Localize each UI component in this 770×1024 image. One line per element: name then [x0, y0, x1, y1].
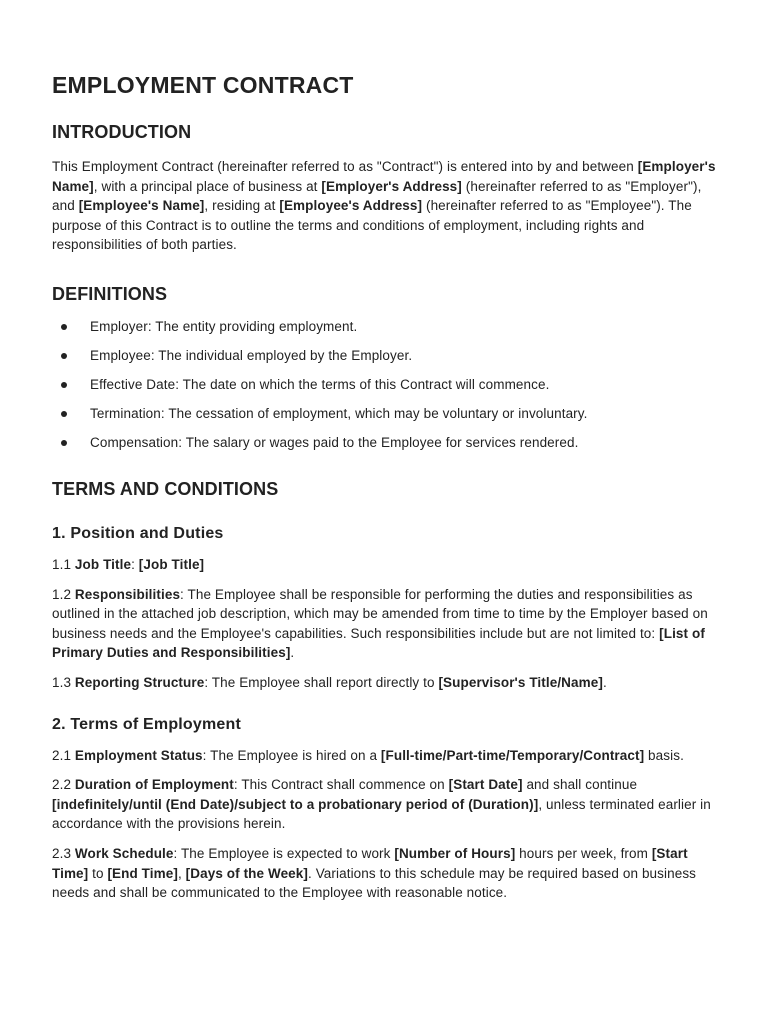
- employee-name-placeholder: [Employee's Name]: [78, 198, 205, 214]
- clause-2-3: 2.3 Work Schedule: The Employee is expected to work [Number of Hours] hours per week, from [Start Time] to [End Time], [Days of the Week]. Variations to this schedule may be required based on business needs and shall be communicated to the Employee with reasonable notice.: [52, 845, 697, 901]
- employer-name-placeholder: [Employer's Name]: [52, 159, 716, 194]
- job-title-placeholder: [Job Title]: [138, 556, 205, 572]
- definitions-heading: DEFINITIONS: [52, 283, 168, 304]
- document-title: EMPLOYMENT CONTRACT: [52, 72, 354, 98]
- introduction-paragraph: This Employment Contract (hereinafter referred to as "Contract") is entered into by and between [Employer's Name], with a principal place of business at [Employer's Address] (hereinafter referred to as "Employer"), and [Employee's Name], residing at [Employee's Address] (hereinafter referred to as "Employee"). The purpose of this Contract is to outline the terms and conditions of employment, including rights and responsibilities of both parties.: [52, 159, 716, 253]
- end-time-placeholder: [End Time]: [107, 865, 178, 881]
- clause-2-1: 2.1 Employment Status: The Employee is hired on a [Full-time/Part-time/Temporary/Contract] basis.: [52, 747, 684, 763]
- bullet-icon: [61, 382, 67, 388]
- duration-placeholder: [indefinitely/until (End Date)/subject to a probationary period of (Duration)]: [52, 796, 539, 812]
- bullet-icon: [61, 324, 67, 330]
- clause-1-1: 1.1 Job Title: [Job Title]: [52, 556, 205, 572]
- supervisor-placeholder: [Supervisor's Title/Name]: [438, 674, 603, 690]
- hours-placeholder: [Number of Hours]: [394, 845, 516, 861]
- list-item: Employer: The entity providing employment.: [52, 317, 722, 346]
- position-duties-heading: 1. Position and Duties: [52, 524, 224, 542]
- days-of-week-placeholder: [Days of the Week]: [185, 865, 308, 881]
- list-item: Effective Date: The date on which the terms of this Contract will commence.: [52, 375, 722, 404]
- terms-heading: TERMS AND CONDITIONS: [52, 478, 279, 499]
- duties-placeholder: [List of Primary Duties and Responsibilities]: [52, 625, 705, 661]
- employer-address-placeholder: [Employer's Address]: [321, 178, 462, 194]
- bullet-icon: [61, 440, 67, 446]
- contract-page: [52, 70, 722, 903]
- introduction-heading: INTRODUCTION: [52, 122, 192, 142]
- clause-2-2: 2.2 Duration of Employment: This Contract shall commence on [Start Date] and shall continue [indefinitely/until (End Date)/subject to a probationary period of (Duration)], unless terminated earlier in accordance with the provisions herein.: [52, 777, 711, 832]
- clause-1-3: 1.3 Reporting Structure: The Employee shall report directly to [Supervisor's Title/Name].: [52, 674, 607, 690]
- list-item: Employee: The individual employed by the Employer.: [52, 346, 722, 375]
- clause-1-2: 1.2 Responsibilities: The Employee shall be responsible for performing the duties and responsibilities as outlined in the attached job description, which may be amended from time to time by the Employer based on business needs and the Employee's capabilities. Such responsibilities include but are not limited to: [List of Primary Duties and Responsibilities].: [52, 586, 708, 661]
- employee-address-placeholder: [Employee's Address]: [279, 198, 423, 214]
- definitions-list: [52, 317, 722, 462]
- list-item: Termination: The cessation of employment, which may be voluntary or involuntary.: [52, 404, 722, 433]
- bullet-icon: [61, 411, 67, 417]
- list-item: Compensation: The salary or wages paid to the Employee for services rendered.: [52, 433, 722, 462]
- start-time-placeholder: [Start Time]: [52, 845, 688, 881]
- employment-status-placeholder: [Full-time/Part-time/Temporary/Contract]: [380, 747, 645, 763]
- start-date-placeholder: [Start Date]: [448, 777, 523, 793]
- bullet-icon: [61, 353, 67, 359]
- terms-of-employment-heading: 2. Terms of Employment: [52, 715, 242, 733]
